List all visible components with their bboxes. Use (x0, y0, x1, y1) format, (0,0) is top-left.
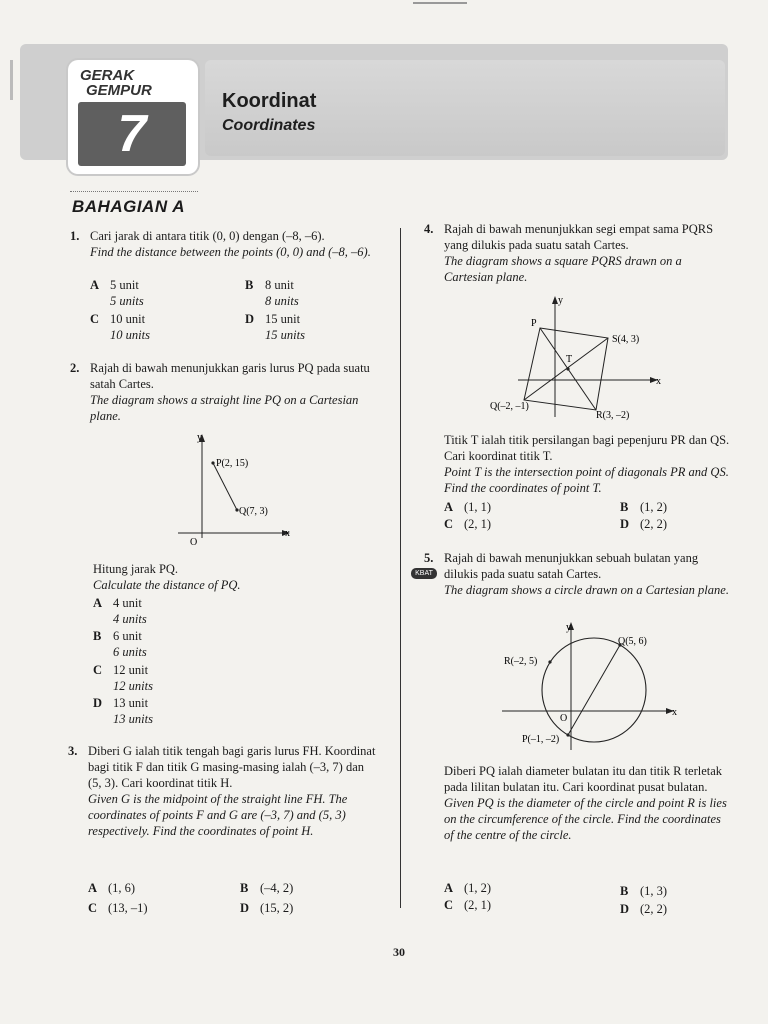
question-text-ms: Rajah di bawah menunjukkan garis lurus PQ pada suatu satah Cartes. (90, 361, 370, 391)
q-label: Q(5, 6) (618, 636, 647, 647)
q-label: Q(7, 3) (239, 506, 268, 517)
option-c[interactable]: C (13, –1) (88, 901, 148, 915)
option-a[interactable]: A (1, 6) (88, 881, 136, 895)
p-label: P (531, 318, 537, 329)
option-a[interactable]: A 5 unit 5 units (90, 278, 144, 308)
x-label: x (672, 707, 677, 718)
option-c[interactable]: C 10 unit 10 units (90, 312, 150, 342)
origin-label: O (190, 537, 198, 548)
chapter-number: 7 (117, 105, 147, 163)
y-label: y (197, 432, 202, 443)
diagonal-qs (524, 338, 608, 400)
question-5-ask (444, 763, 730, 843)
question-text-ms: Rajah di bawah menunjukkan segi empat sama PQRS yang dilukis pada suatu satah Cartes. (444, 222, 714, 252)
option-d[interactable]: D 15 unit 15 units (245, 312, 305, 342)
question-number: 5. (424, 551, 434, 565)
chapter-number-box (78, 102, 186, 166)
x-label: x (656, 376, 661, 387)
ask-text-ms: Hitung jarak PQ. (93, 562, 179, 576)
question-4-ask (444, 432, 730, 496)
question-text-en: The diagram shows a circle drawn on a Cartesian plane. (444, 583, 729, 597)
ask-text-ms: Titik T ialah titik persilangan bagi pepenjuru PR dan QS. Cari koordinat titik T. (444, 433, 730, 463)
ask-text-en: Point T is the intersection point of diagonals PR and QS. Find the coordinates of point T. (444, 465, 729, 495)
option-d[interactable]: D 13 unit 13 units (93, 696, 153, 726)
line-pq (213, 463, 237, 510)
question-text-en: The diagram shows a straight line PQ on a Cartesian plane. (90, 393, 359, 423)
question-number: 3. (68, 744, 78, 758)
section-heading: BAHAGIAN A (72, 197, 185, 216)
page-number: 30 (393, 945, 405, 959)
option-a[interactable]: A 4 unit 4 units (93, 596, 147, 626)
question-text-ms: Cari jarak di antara titik (0, 0) dengan (–8, –6). (90, 229, 325, 243)
question-text-en: Given G is the midpoint of the straight line FH. The coordinates of points F and G are (–3, 7) and (5, 3) respectively. Find the coordinates of point H. (88, 792, 348, 838)
tag-line-2: GEMPUR (86, 82, 152, 99)
question-2 (70, 360, 380, 424)
square-pqrs-diagram (488, 292, 678, 424)
chapter-subtitle: Coordinates (222, 117, 316, 134)
option-d[interactable]: D (15, 2) (240, 901, 294, 915)
s-label: S(4, 3) (612, 334, 640, 345)
ask-text-ms: Diberi PQ ialah diameter bulatan itu dan titik R terletak pada lilitan bulatan itu. Cari koordinat pusat bulatan. (444, 764, 723, 794)
question-number: 1. (70, 229, 80, 243)
option-b[interactable]: B 8 unit 8 units (245, 278, 299, 308)
t-label: T (566, 354, 573, 365)
option-a[interactable]: A (1, 2) (444, 881, 492, 895)
point-p (566, 733, 569, 736)
option-b[interactable]: B (1, 2) (620, 500, 668, 514)
point-r (548, 660, 551, 663)
p-label: P(–1, –2) (522, 734, 560, 745)
page-top-mark (413, 2, 467, 4)
p-label: P(2, 15) (216, 458, 249, 469)
question-text-ms: Rajah di bawah menunjukkan sebuah bulatan yang dilukis pada suatu satah Cartes. (444, 551, 699, 581)
option-b[interactable]: B (–4, 2) (240, 881, 294, 895)
r-label: R(–2, 5) (504, 656, 538, 667)
column-divider (400, 228, 401, 908)
q-label: Q(–2, –1) (490, 401, 529, 412)
page-left-mark (10, 60, 13, 100)
x-label: x (285, 528, 290, 539)
question-number: 2. (70, 361, 80, 375)
option-d[interactable]: D (2, 2) (620, 517, 668, 531)
option-c[interactable]: C (2, 1) (444, 898, 492, 912)
diameter-pq (568, 645, 620, 735)
point-t (566, 367, 569, 370)
tag-line-1: GERAK (80, 67, 135, 84)
origin-label: O (560, 713, 568, 724)
section-rule (70, 191, 198, 193)
option-b[interactable]: B (1, 3) (620, 884, 668, 898)
question-text-en: The diagram shows a square PQRS drawn on a Cartesian plane. (444, 254, 682, 284)
chapter-title: Koordinat (222, 90, 317, 112)
question-1 (70, 228, 380, 260)
option-c[interactable]: C 12 unit 12 units (93, 663, 153, 693)
line-pq-diagram (170, 428, 300, 552)
option-d[interactable]: D (2, 2) (620, 902, 668, 916)
option-a[interactable]: A (1, 1) (444, 500, 492, 514)
y-label: y (566, 622, 571, 633)
circle-diagram (502, 618, 692, 754)
option-b[interactable]: B 6 unit 6 units (93, 629, 147, 659)
point-p (211, 461, 214, 464)
y-label: y (558, 295, 563, 306)
question-text-en: Find the distance between the points (0, 0) and (–8, –6). (90, 245, 371, 259)
question-number: 4. (424, 222, 434, 236)
question-2-ask (93, 561, 383, 593)
ask-text-en: Calculate the distance of PQ. (93, 578, 241, 592)
kbat-badge: KBAT (411, 568, 437, 579)
question-text-ms: Diberi G ialah titik tengah bagi garis lurus FH. Koordinat bagi titik F dan titik G masing-masing ialah (–3, 7) dan (5, 3). Cari koordinat titik H. (88, 744, 376, 790)
r-label: R(3, –2) (596, 410, 630, 421)
question-4 (424, 221, 730, 285)
option-c[interactable]: C (2, 1) (444, 517, 492, 531)
ask-text-en: Given PQ is the diameter of the circle and point R is lies on the circumference of the circle. Find the coordinates of the centre of the circle. (444, 796, 727, 842)
chapter-badge (68, 60, 198, 174)
question-3 (68, 743, 380, 839)
chapter-tag (80, 68, 152, 98)
